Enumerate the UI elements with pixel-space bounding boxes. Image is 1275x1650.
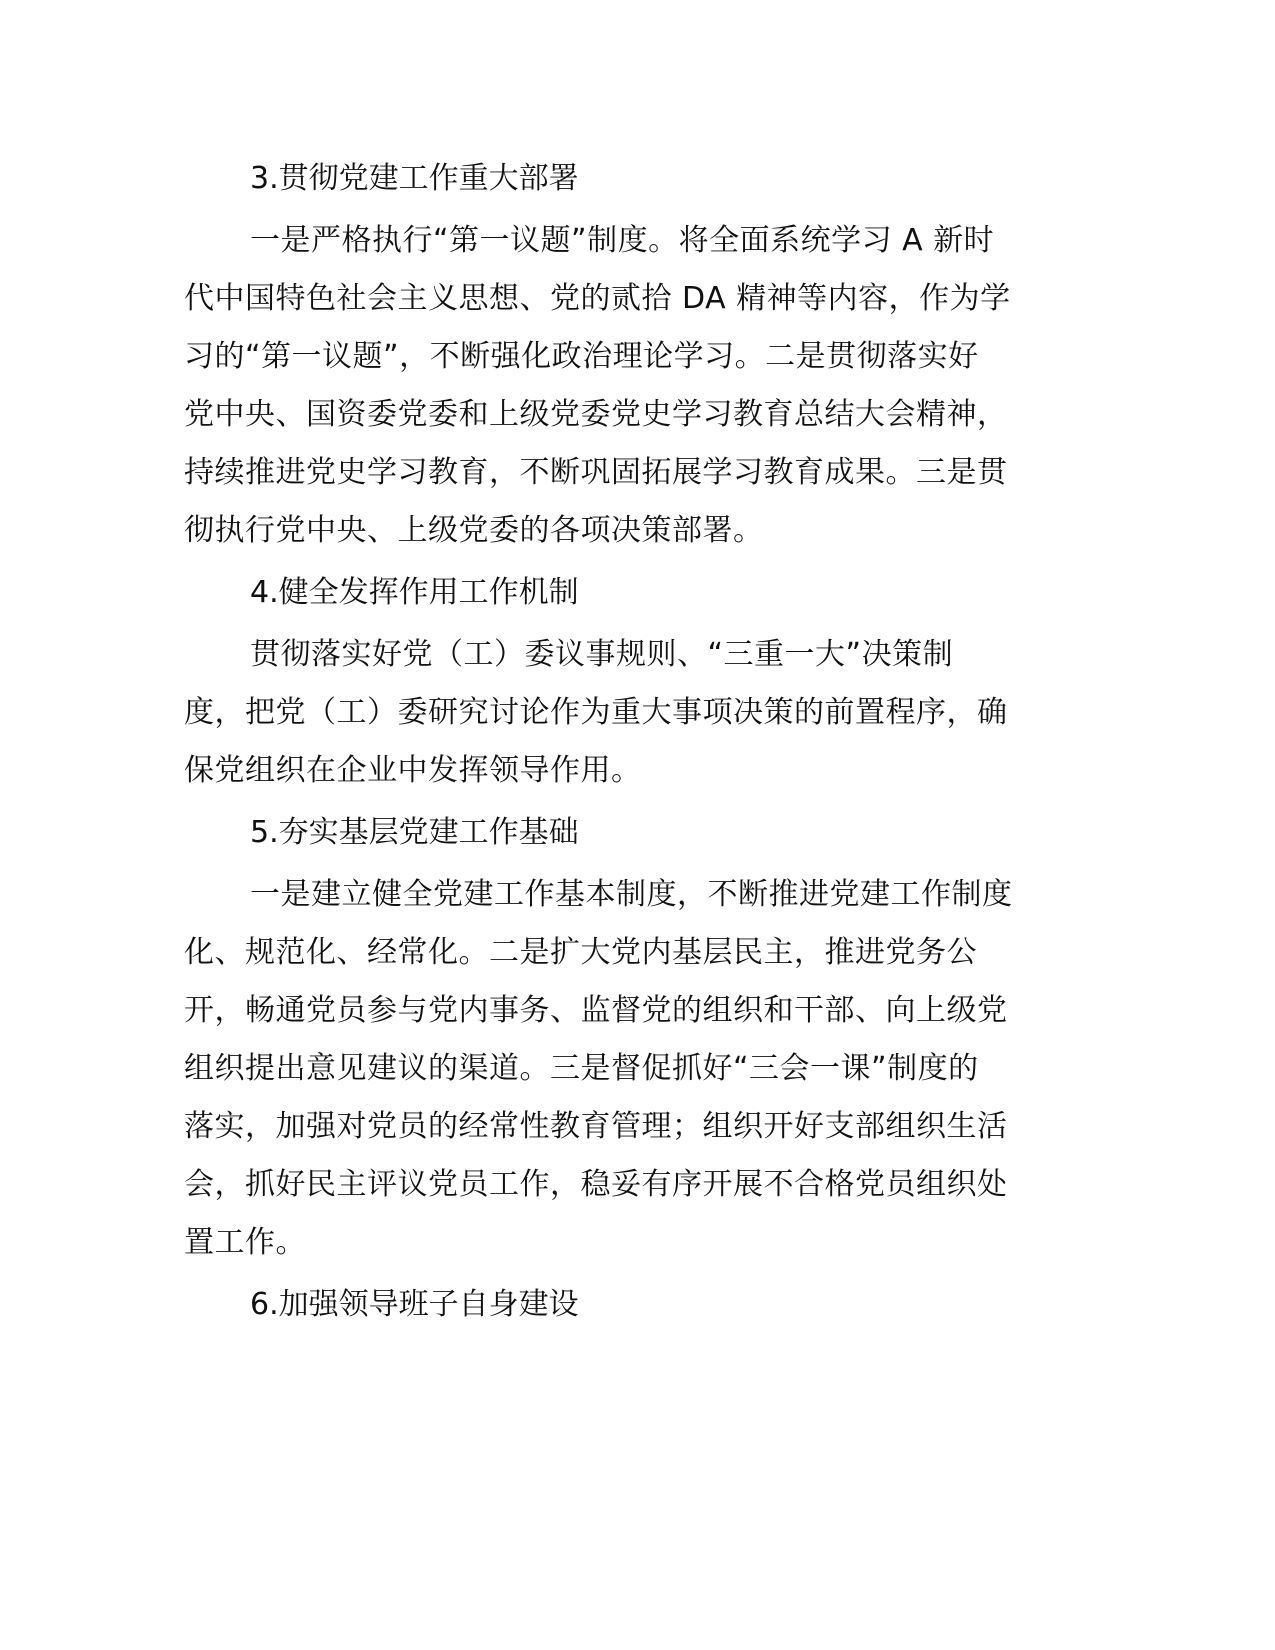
paragraph-line: 贯彻落实好党（工）委议事规则、“三重一大”决策制 xyxy=(250,637,954,672)
paragraph-line: 开，畅通党员参与党内事务、监督党的组织和干部、向上级党 xyxy=(184,993,1008,1028)
paragraph-line: 置工作。 xyxy=(184,1225,306,1260)
paragraph-line: 党中央、国资委党委和上级党委党史学习教育总结大会精神， xyxy=(184,397,1008,432)
paragraph-line: 保党组织在企业中发挥领导作用。 xyxy=(184,753,642,788)
paragraph-line: 持续推进党史学习教育，不断巩固拓展学习教育成果。三是贯 xyxy=(184,455,1008,490)
paragraph-line: 一是建立健全党建工作基本制度，不断推进党建工作制度 xyxy=(250,877,1013,912)
paragraph-line: 一是严格执行“第一议题”制度。将全面系统学习 A 新时 xyxy=(250,223,995,258)
section-heading: 3.贯彻党建工作重大部署 xyxy=(250,161,579,196)
section-paragraph xyxy=(184,626,1084,800)
paragraph-line: 彻执行党中央、上级党委的各项决策部署。 xyxy=(184,513,764,548)
document-body xyxy=(184,150,1084,1334)
section-heading: 4.健全发挥作用工作机制 xyxy=(250,575,579,610)
paragraph-line: 习的“第一议题”，不断强化政治理论学习。二是贯彻落实好 xyxy=(184,339,979,374)
section-heading: 5.夯实基层党建工作基础 xyxy=(250,815,579,850)
section-paragraph xyxy=(184,212,1084,560)
section-paragraph xyxy=(184,866,1084,1272)
paragraph-line: 落实，加强对党员的经常性教育管理；组织开好支部组织生活 xyxy=(184,1109,1008,1144)
paragraph-line: 代中国特色社会主义思想、党的贰拾 DA 精神等内容，作为学 xyxy=(184,281,1011,316)
paragraph-line: 化、规范化、经常化。二是扩大党内基层民主，推进党务公 xyxy=(184,935,977,970)
paragraph-line: 度，把党（工）委研究讨论作为重大事项决策的前置程序，确 xyxy=(184,695,1008,730)
paragraph-line: 会，抓好民主评议党员工作，稳妥有序开展不合格党员组织处 xyxy=(184,1167,1008,1202)
paragraph-line: 组织提出意见建议的渠道。三是督促抓好“三会一课”制度的 xyxy=(184,1051,979,1086)
section-heading: 6.加强领导班子自身建设 xyxy=(250,1287,579,1322)
